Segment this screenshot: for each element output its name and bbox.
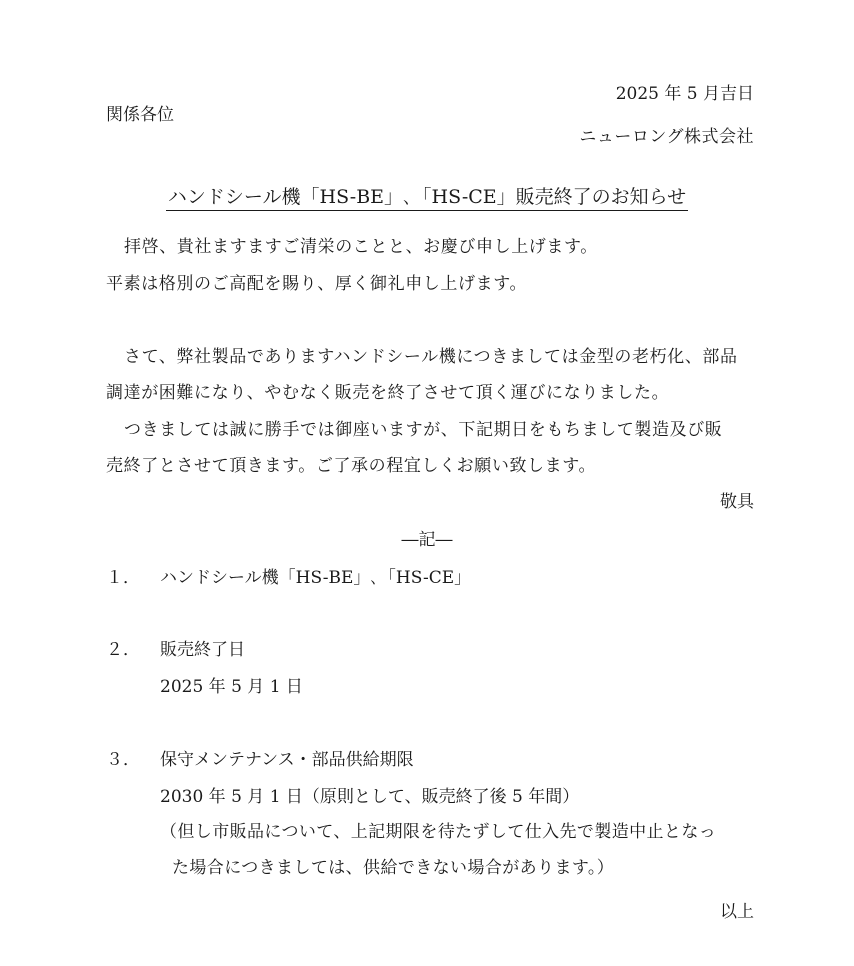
item-3-note-line-1: （但し市販品について、上記期限を待たずして仕入先で製造中止となっ: [160, 822, 717, 842]
greeting-line-2: 平素は格別のご高配を賜り、厚く御礼申し上げます。: [106, 274, 528, 294]
item-2-label: 販売終了日: [160, 640, 245, 660]
body-line-1: さて、弊社製品でありますハンドシール機につきましては金型の老朽化、部品: [124, 347, 738, 367]
addressee: 関係各位: [106, 105, 174, 125]
ki-heading: ―記―: [401, 530, 453, 550]
item-2-detail: 2025 年 5 月 1 日: [160, 677, 303, 697]
body-line-4: 売終了とさせて頂きます。ご了承の程宜しくお願い致します。: [106, 456, 597, 476]
item-3-number: ３．: [106, 750, 140, 770]
document-title-text: ハンドシール機「HS-BE」､「HS-CE」販売終了のお知らせ: [166, 186, 688, 211]
company-name: ニューロング株式会社: [579, 127, 754, 147]
item-3-label: 保守メンテナンス・部品供給期限: [160, 750, 414, 770]
end-ijou: 以上: [720, 902, 754, 922]
body-line-3: つきましては誠に勝手では御座いますが、下記期日をもちまして製造及び販: [124, 420, 723, 440]
item-1-number: １．: [106, 568, 140, 588]
body-line-2: 調達が困難になり、やむなく販売を終了させて頂く運びになりました。: [106, 383, 670, 403]
item-1-label: ハンドシール機「HS-BE」､「HS-CE」: [160, 568, 472, 588]
greeting-line-1: 拝啓、貴社ますますご清栄のことと、お慶び申し上げます。: [124, 237, 598, 257]
item-3-detail: 2030 年 5 月 1 日（原則として、販売終了後 5 年間）: [160, 787, 580, 807]
closing-keigu: 敬具: [720, 492, 754, 512]
item-2-number: ２．: [106, 640, 140, 660]
item-3-note-line-2: た場合につきましては、供給できない場合があります。）: [172, 858, 615, 878]
document-title: [0, 184, 854, 210]
document-date: 2025 年 5 月吉日: [615, 84, 754, 104]
